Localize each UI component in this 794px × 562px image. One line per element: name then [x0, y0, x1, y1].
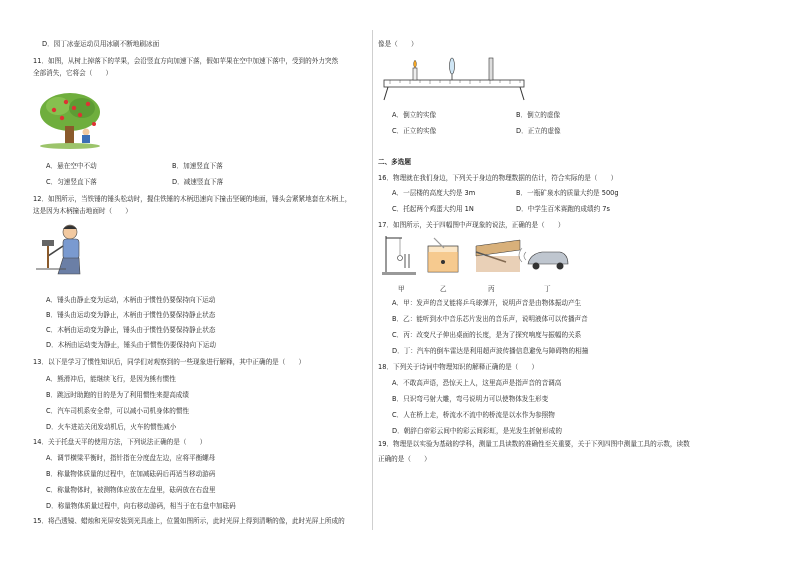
q19-stem-1: 19．物理是以实验为基础的学科，测量工具读数的准确性至关重要，关于下列四图中测量工具的示数，读数: [378, 440, 690, 448]
q14-option-d: D．称量物体质量过程中，向右移动游码，相当于在右盘中加砝码: [46, 502, 236, 510]
optical-bench-figure: [380, 54, 528, 104]
q12-option-d: D．木柄由运动变为静止，锤头由于惯性仍要保持向下运动: [46, 341, 216, 349]
q17-option-c: C．丙：改变尺子伸出桌面的长度，是为了探究响度与振幅的关系: [392, 331, 582, 339]
q11-option-c: C．匀速竖直下落: [46, 178, 97, 186]
q13-option-a: A．熊滑冲后，能继续飞行，是因为熊有惯性: [46, 375, 176, 383]
q12-stem-2: 这是因为木柄撞击地面时（ ）: [33, 207, 132, 215]
q15-stem: 15．将凸透镜、蜡烛和光屏安装到光具座上，位置如图所示，此时光屏上得到清晰的像，此时光屏上所成的: [33, 517, 345, 525]
q13-option-b: B．跳远时助跑的目的是为了利用惯性来提高成绩: [46, 391, 189, 399]
q15-stem-continued: 像是（ ）: [378, 40, 418, 48]
q14-option-c: C．称量物体时，被测物体应放在左盘里，砝码放在右盘里: [46, 486, 216, 494]
hammer-figure: [36, 222, 98, 284]
q14-option-a: A．调节横梁平衡时，指针指在分度盘左边，应将平衡螺母: [46, 454, 216, 462]
q15-option-b: B．倒立的虚像: [516, 111, 561, 119]
apple-tree-figure: [36, 88, 106, 150]
q19-stem-2: 正确的是（ ）: [378, 455, 431, 463]
q15-option-c: C．正立的实像: [392, 127, 437, 135]
q11-stem-1: 11．如图，从树上掉落下的苹果，会沿竖直方向加速下落，假如苹果在空中加速下落中，受到的外力突然: [33, 57, 339, 65]
q14-stem: 14．关于托盘天平的使用方法，下列说法正确的是（ ）: [33, 438, 207, 446]
q13-stem: 13．以下是学习了惯性知识后，同学们对观察到的一些现象进行解释，其中正确的是（ ）: [33, 358, 306, 366]
q12-option-a: A．锤头由静止变为运动，木柄由于惯性仍要保持向下运动: [46, 296, 216, 304]
section-multiple-choice: 二、多选题: [378, 158, 411, 166]
q11-option-a: A．悬在空中不动: [46, 162, 97, 170]
q18-option-c: C．人在桥上走，桥流水不流中的桥流是以水作为参照物: [392, 411, 555, 419]
q16-option-c: C．托起两个鸡蛋大约用 1N: [392, 205, 474, 213]
q16-option-a: A．一层楼的高度大约是 3m: [392, 189, 476, 197]
q13-option-c: C．汽车司机系安全带，可以减小司机身体的惯性: [46, 407, 190, 415]
q18-stem: 18．下列关于诗词中物理知识的解释正确的是（ ）: [378, 363, 539, 371]
q17-option-b: B．乙：能听到水中音乐芯片发出的音乐声，说明液体可以传播声音: [392, 315, 588, 323]
q17-label-ding: 丁: [544, 285, 551, 293]
q17-option-a: A．甲：发声的音叉能将乒乓球弹开，说明声音是由物体振动产生: [392, 299, 582, 307]
q11-option-b: B．加速竖直下落: [172, 162, 223, 170]
q17-option-d: D．丁：汽车的倒车雷达是利用超声波传播信息避免与障碍物的相撞: [392, 347, 589, 355]
q12-option-b: B．锤头由运动变为静止，木柄由于惯性仍要保持静止状态: [46, 311, 216, 319]
q12-option-c: C．木柄由运动变为静止，锤头由于惯性仍要保持静止状态: [46, 326, 216, 334]
q16-stem: 16．物理就在我们身边，下列关于身边的物理数据的估计，符合实际的是（ ）: [378, 174, 618, 182]
q15-option-d: D．正立的虚像: [516, 127, 561, 135]
q17-label-bing: 丙: [488, 285, 495, 293]
column-divider: [372, 30, 373, 530]
q18-option-b: B．只识弯弓射大雕，弯弓说明力可以使物体发生形变: [392, 395, 549, 403]
q18-option-d: D．朝辞白帝彩云间中的彩云间彩虹，是光发生折射形成的: [392, 427, 562, 435]
q13-option-d: D．火车进站关闭发动机后，火车的惯性减小: [46, 423, 177, 431]
sound-experiments-figure: [380, 234, 570, 278]
q17-label-jia: 甲: [398, 285, 405, 293]
q12-stem-1: 12．如图所示，当铁锤的锤头松动时，握住铁锤的木柄迅速向下撞击坚硬的地面，锤头会紧紧地套在木柄上，: [33, 195, 352, 203]
q11-stem-2: 全部消失，它将会（ ）: [33, 69, 113, 77]
q15-option-a: A．倒立的实像: [392, 111, 437, 119]
q18-option-a: A．不敢高声语，恐惊天上人，这里高声是指声音的音调高: [392, 379, 562, 387]
q16-option-b: B．一瓶矿泉水的质量大约是 500g: [516, 189, 619, 197]
q16-option-d: D．中学生百米赛跑的成绩约 7s: [516, 205, 610, 213]
q11-option-d: D．减速竖直下落: [172, 178, 224, 186]
q17-label-yi: 乙: [440, 285, 447, 293]
q14-option-b: B．称量物体质量的过程中，在加减砝码后再适当移动游码: [46, 470, 216, 478]
q17-stem: 17．如图所示，关于四幅图中声现象的说法，正确的是（ ）: [378, 221, 565, 229]
prev-option-d: D．园丁冰壶运动员用冰刷不断地刷冰面: [42, 40, 160, 48]
